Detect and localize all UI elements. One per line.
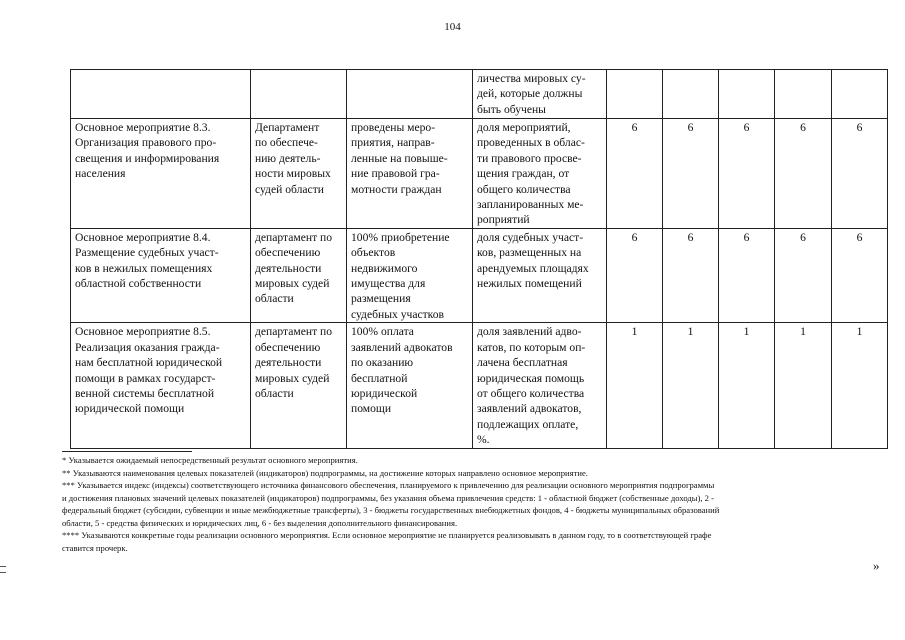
page-number: 104 bbox=[444, 21, 461, 33]
indicator-text-line: щения граждан, от bbox=[477, 167, 570, 181]
result-text-line: объектов bbox=[351, 246, 396, 260]
cell-activity bbox=[71, 70, 251, 119]
department-text-line: обеспечению bbox=[255, 340, 321, 354]
result-text-line: недвижимого bbox=[351, 261, 418, 275]
cell-result bbox=[347, 323, 473, 448]
department-text-line: области bbox=[255, 292, 294, 306]
result-text-line: 100% оплата bbox=[351, 325, 414, 339]
indicator-text-line: заявлений адвокатов, bbox=[477, 402, 582, 416]
indicator-text-line: ти правового просве- bbox=[477, 151, 582, 165]
page-edge-mark bbox=[0, 566, 6, 578]
result-text-line: ленные на повыше- bbox=[351, 151, 448, 165]
indicator-text-line: подлежащих оплате, bbox=[477, 417, 579, 431]
footnote-line: федеральный бюджет (субсидии, субвенции и иные межбюджетные трансферты), 3 - бюджеты государственных внебюджетных фондов, 4 - бюджеты муниципальных образований bbox=[62, 505, 720, 515]
activity-text-line: свещения и информирования bbox=[75, 151, 220, 165]
indicator-text-line: ков, размещенных на bbox=[477, 246, 582, 260]
result-text-line: 100% приобретение bbox=[351, 230, 450, 244]
result-text-line: размещения bbox=[351, 292, 411, 306]
cell-year-value bbox=[832, 70, 888, 119]
cell-year-value: 6 bbox=[719, 228, 775, 322]
indicator-text-line: проведенных в облас- bbox=[477, 136, 585, 150]
indicator-text-line: доля заявлений адво- bbox=[477, 325, 582, 339]
department-text-line: области bbox=[255, 386, 294, 400]
cell-result bbox=[347, 228, 473, 322]
department-text-line: департамент по bbox=[255, 325, 333, 339]
department-text-line: обеспечению bbox=[255, 246, 321, 260]
result-text-line: бесплатной bbox=[351, 371, 408, 385]
department-text-line: департамент по bbox=[255, 230, 333, 244]
indicator-text-line: дей, которые должны bbox=[477, 87, 583, 101]
cell-year-value: 6 bbox=[607, 228, 663, 322]
footnote-line: ** Указываются наименования целевых показателей (индикаторов) подпрограммы, на достижение которых направлено основное мероприятие. bbox=[62, 467, 588, 478]
activity-text-line: нам бесплатной юридической bbox=[75, 356, 223, 370]
cell-year-value: 6 bbox=[775, 228, 832, 322]
department-text-line: Департамент bbox=[255, 121, 320, 134]
cell-indicator bbox=[473, 323, 607, 448]
cell-department bbox=[251, 70, 347, 119]
cell-year-value: 6 bbox=[832, 119, 888, 229]
table-row bbox=[71, 70, 888, 119]
result-text-line: помощи bbox=[351, 402, 392, 416]
activity-text-line: юридической помощи bbox=[75, 402, 185, 416]
activity-text-line: Основное мероприятие 8.4. bbox=[75, 230, 211, 244]
cell-result bbox=[347, 119, 473, 229]
indicator-text-line: личества мировых су- bbox=[477, 72, 586, 85]
activity-text-line: областной собственности bbox=[75, 277, 202, 291]
result-text-line: приятия, направ- bbox=[351, 136, 435, 150]
cell-year-value: 6 bbox=[719, 119, 775, 229]
department-text-line: мировых судей bbox=[255, 371, 330, 385]
activity-text-line: Размещение судебных участ- bbox=[75, 246, 219, 260]
result-text-line: по оказанию bbox=[351, 356, 414, 370]
department-text-line: судей области bbox=[255, 182, 324, 196]
result-text-line: ние правовой гра- bbox=[351, 167, 440, 181]
footnote-line: *** Указывается индекс (индексы) соответствующего источника финансового обеспечения, планируемого к привлечению для реализации основного мероприятия подпрограммы bbox=[62, 480, 715, 490]
activity-text-line: помощи в рамках государст- bbox=[75, 371, 216, 385]
activity-text-line: ков в нежилых помещениях bbox=[75, 261, 213, 275]
cell-year-value bbox=[719, 70, 775, 119]
closing-quote-mark: » bbox=[873, 558, 880, 573]
indicator-text-line: быть обучены bbox=[477, 102, 546, 116]
cell-activity bbox=[71, 119, 251, 229]
indicator-text-line: от общего количества bbox=[477, 386, 585, 400]
activity-text-line: населения bbox=[75, 167, 126, 181]
result-text-line: проведены меро- bbox=[351, 121, 436, 134]
department-text-line: деятельности bbox=[255, 356, 322, 370]
cell-year-value: 6 bbox=[832, 228, 888, 322]
table-row bbox=[71, 119, 888, 229]
department-text-line: деятельности bbox=[255, 261, 322, 275]
cell-year-value bbox=[607, 70, 663, 119]
cell-year-value bbox=[663, 70, 719, 119]
indicator-text-line: %. bbox=[477, 433, 490, 447]
cell-year-value: 1 bbox=[775, 323, 832, 448]
result-text-line: юридической bbox=[351, 386, 418, 400]
cell-year-value: 6 bbox=[663, 119, 719, 229]
department-text-line: мировых судей bbox=[255, 277, 330, 291]
footnote-line: * Указывается ожидаемый непосредственный результат основного мероприятия. bbox=[62, 455, 358, 465]
result-text-line: заявлений адвокатов bbox=[351, 340, 453, 354]
cell-year-value: 6 bbox=[775, 119, 832, 229]
cell-indicator bbox=[473, 228, 607, 322]
activity-text-line: Реализация оказания гражда- bbox=[75, 340, 220, 354]
cell-year-value bbox=[775, 70, 832, 119]
cell-activity bbox=[71, 228, 251, 322]
indicator-text-line: доля мероприятий, bbox=[477, 121, 571, 134]
table-body bbox=[71, 70, 888, 449]
table-row bbox=[71, 323, 888, 448]
cell-result bbox=[347, 70, 473, 119]
activity-text-line: венной системы бесплатной bbox=[75, 386, 215, 400]
activity-text-line: Основное мероприятие 8.3. bbox=[75, 121, 211, 134]
cell-year-value: 1 bbox=[832, 323, 888, 448]
indicator-text-line: катов, по которым оп- bbox=[477, 340, 586, 354]
indicator-text-line: доля судебных участ- bbox=[477, 230, 584, 244]
indicator-text-line: нежилых помещений bbox=[477, 277, 582, 291]
department-text-line: по обеспече- bbox=[255, 136, 318, 150]
table-row bbox=[71, 228, 888, 322]
result-text-line: судебных участков bbox=[351, 307, 444, 321]
activity-text-line: Организация правового про- bbox=[75, 136, 217, 150]
cell-indicator bbox=[473, 70, 607, 119]
indicator-text-line: общего количества bbox=[477, 182, 571, 196]
footnote-line: ставится прочерк. bbox=[62, 542, 128, 553]
footnote-divider bbox=[62, 451, 192, 452]
result-text-line: имущества для bbox=[351, 277, 426, 291]
cell-indicator bbox=[473, 119, 607, 229]
activity-text-line: Основное мероприятие 8.5. bbox=[75, 325, 211, 339]
cell-activity bbox=[71, 323, 251, 448]
department-text-line: ности мировых bbox=[255, 167, 331, 181]
indicator-text-line: арендуемых площадях bbox=[477, 261, 589, 275]
cell-year-value: 1 bbox=[607, 323, 663, 448]
cell-department bbox=[251, 228, 347, 322]
cell-year-value: 6 bbox=[607, 119, 663, 229]
result-text-line: мотности граждан bbox=[351, 182, 442, 196]
indicator-text-line: юридическая помощь bbox=[477, 371, 585, 385]
cell-department bbox=[251, 119, 347, 229]
cell-department bbox=[251, 323, 347, 448]
indicator-text-line: роприятий bbox=[477, 213, 530, 227]
footnote-line: **** Указываются конкретные годы реализации основного мероприятия. Если основное мероприятие не планируется реализовывать в данном году, то в соответствующей графе bbox=[62, 530, 712, 540]
footnote-line: и достижения плановых значений целевых показателей (индикаторов) подпрограммы, без указания объема привлечения средств: 1 - областной бюджет (собственные доходы), 2 - bbox=[62, 492, 714, 503]
footnote-line: области, 5 - средства физических и юридических лиц, 6 - без выделения дополнительного финансирования. bbox=[62, 517, 458, 528]
indicator-text-line: лачена бесплатная bbox=[477, 356, 568, 370]
cell-year-value: 1 bbox=[719, 323, 775, 448]
department-text-line: нию деятель- bbox=[255, 151, 321, 165]
footnotes bbox=[62, 454, 888, 554]
cell-year-value: 6 bbox=[663, 228, 719, 322]
indicator-text-line: запланированных ме- bbox=[477, 198, 584, 212]
cell-year-value: 1 bbox=[663, 323, 719, 448]
activities-table bbox=[70, 69, 888, 449]
